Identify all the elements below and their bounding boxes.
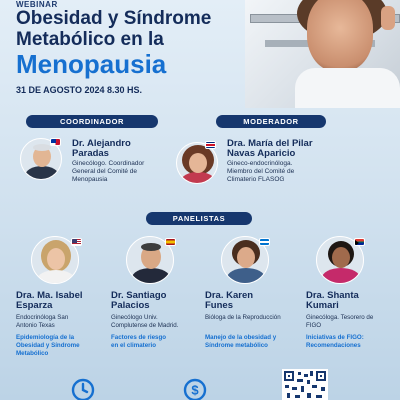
coordinator-desc-1: Ginecólogo. Coordinador [72, 160, 145, 167]
panelist-topic-2: Obesidad y Síndrome [16, 342, 80, 349]
panelist-name-1: Dra. Karen [205, 290, 254, 301]
flag-icon [354, 238, 365, 246]
event-date: 31 DE AGOSTO 2024 8.30 HS. [16, 85, 143, 95]
flag-icon [71, 238, 82, 246]
panelist-name-2: Palacios [111, 300, 150, 311]
coordinator-desc-2: General del Comité de [72, 168, 138, 175]
clock-icon [71, 378, 95, 400]
panelist-topic-1: Epidemiología de la [16, 334, 75, 341]
panelist-topic-1: Factores de riesgo [111, 334, 167, 341]
moderator-name-2: Navas Aparicio [227, 148, 296, 159]
moderator-name-1: Dra. María del Pilar [227, 138, 313, 149]
panelist-desc-1: Ginecólogo Univ. [111, 314, 158, 321]
moderator-label: MODERADOR [216, 115, 326, 128]
moderator-desc-1: Gineco-endocrinóloga. [227, 160, 293, 167]
flag-icon [259, 238, 270, 246]
title-line-2: Metabólico en la [16, 29, 164, 50]
panelist-desc-1: Endocrinóloga San [16, 314, 69, 321]
panelist-name-1: Dr. Santiago [111, 290, 167, 301]
panelist-topic-1: Manejo de la obesidad y [205, 334, 277, 341]
panelist-desc-2: FIGO [306, 322, 322, 329]
coordinator-name-1: Dr. Alejandro [72, 138, 131, 149]
coordinator-desc-3: Menopausia [72, 176, 108, 183]
panelist-desc-1: Ginecóloga. Tesorero de [306, 314, 374, 321]
panelist-name-2: Esparza [16, 300, 53, 311]
event-kind: WEBINAR [16, 0, 58, 9]
panelist-desc-2: Antonio Texas [16, 322, 55, 329]
panelist-name-2: Funes [205, 300, 233, 311]
coordinator-label: COORDINADOR [26, 115, 158, 128]
panelist-name-1: Dra. Shanta [306, 290, 359, 301]
svg-text:$: $ [191, 382, 199, 398]
title-line-1: Obesidad y Síndrome [16, 8, 212, 29]
hero-photo [245, 0, 400, 108]
title-line-3: Menopausia [16, 49, 167, 79]
panelist-name-2: Kumari [306, 300, 339, 311]
moderator-desc-3: Climaterio FLASOG [227, 176, 285, 183]
flag-icon [205, 141, 216, 149]
panelist-topic-1: Iniciativas de FIGO: [306, 334, 364, 341]
panelist-topic-2: Recomendaciones [306, 342, 361, 349]
flag-icon [50, 138, 61, 146]
moderator-desc-2: Miembro del Comité de [227, 168, 295, 175]
panelist-name-1: Dra. Ma. Isabel [16, 290, 83, 301]
panelist-topic-3: Metabólico [16, 350, 49, 357]
panelist-topic-2: en el climaterio [111, 342, 157, 349]
coordinator-name-2: Paradas [72, 148, 109, 159]
panelists-label: PANELISTAS [146, 212, 252, 225]
qr-code[interactable] [282, 369, 328, 400]
flag-icon [165, 238, 176, 246]
dollar-icon [183, 378, 207, 400]
panelist-topic-2: Síndrome metabólico [205, 342, 268, 349]
panelist-desc-1: Bióloga de la Reproducción [205, 314, 281, 321]
panelist-desc-2: Complutense de Madrid. [111, 322, 179, 329]
